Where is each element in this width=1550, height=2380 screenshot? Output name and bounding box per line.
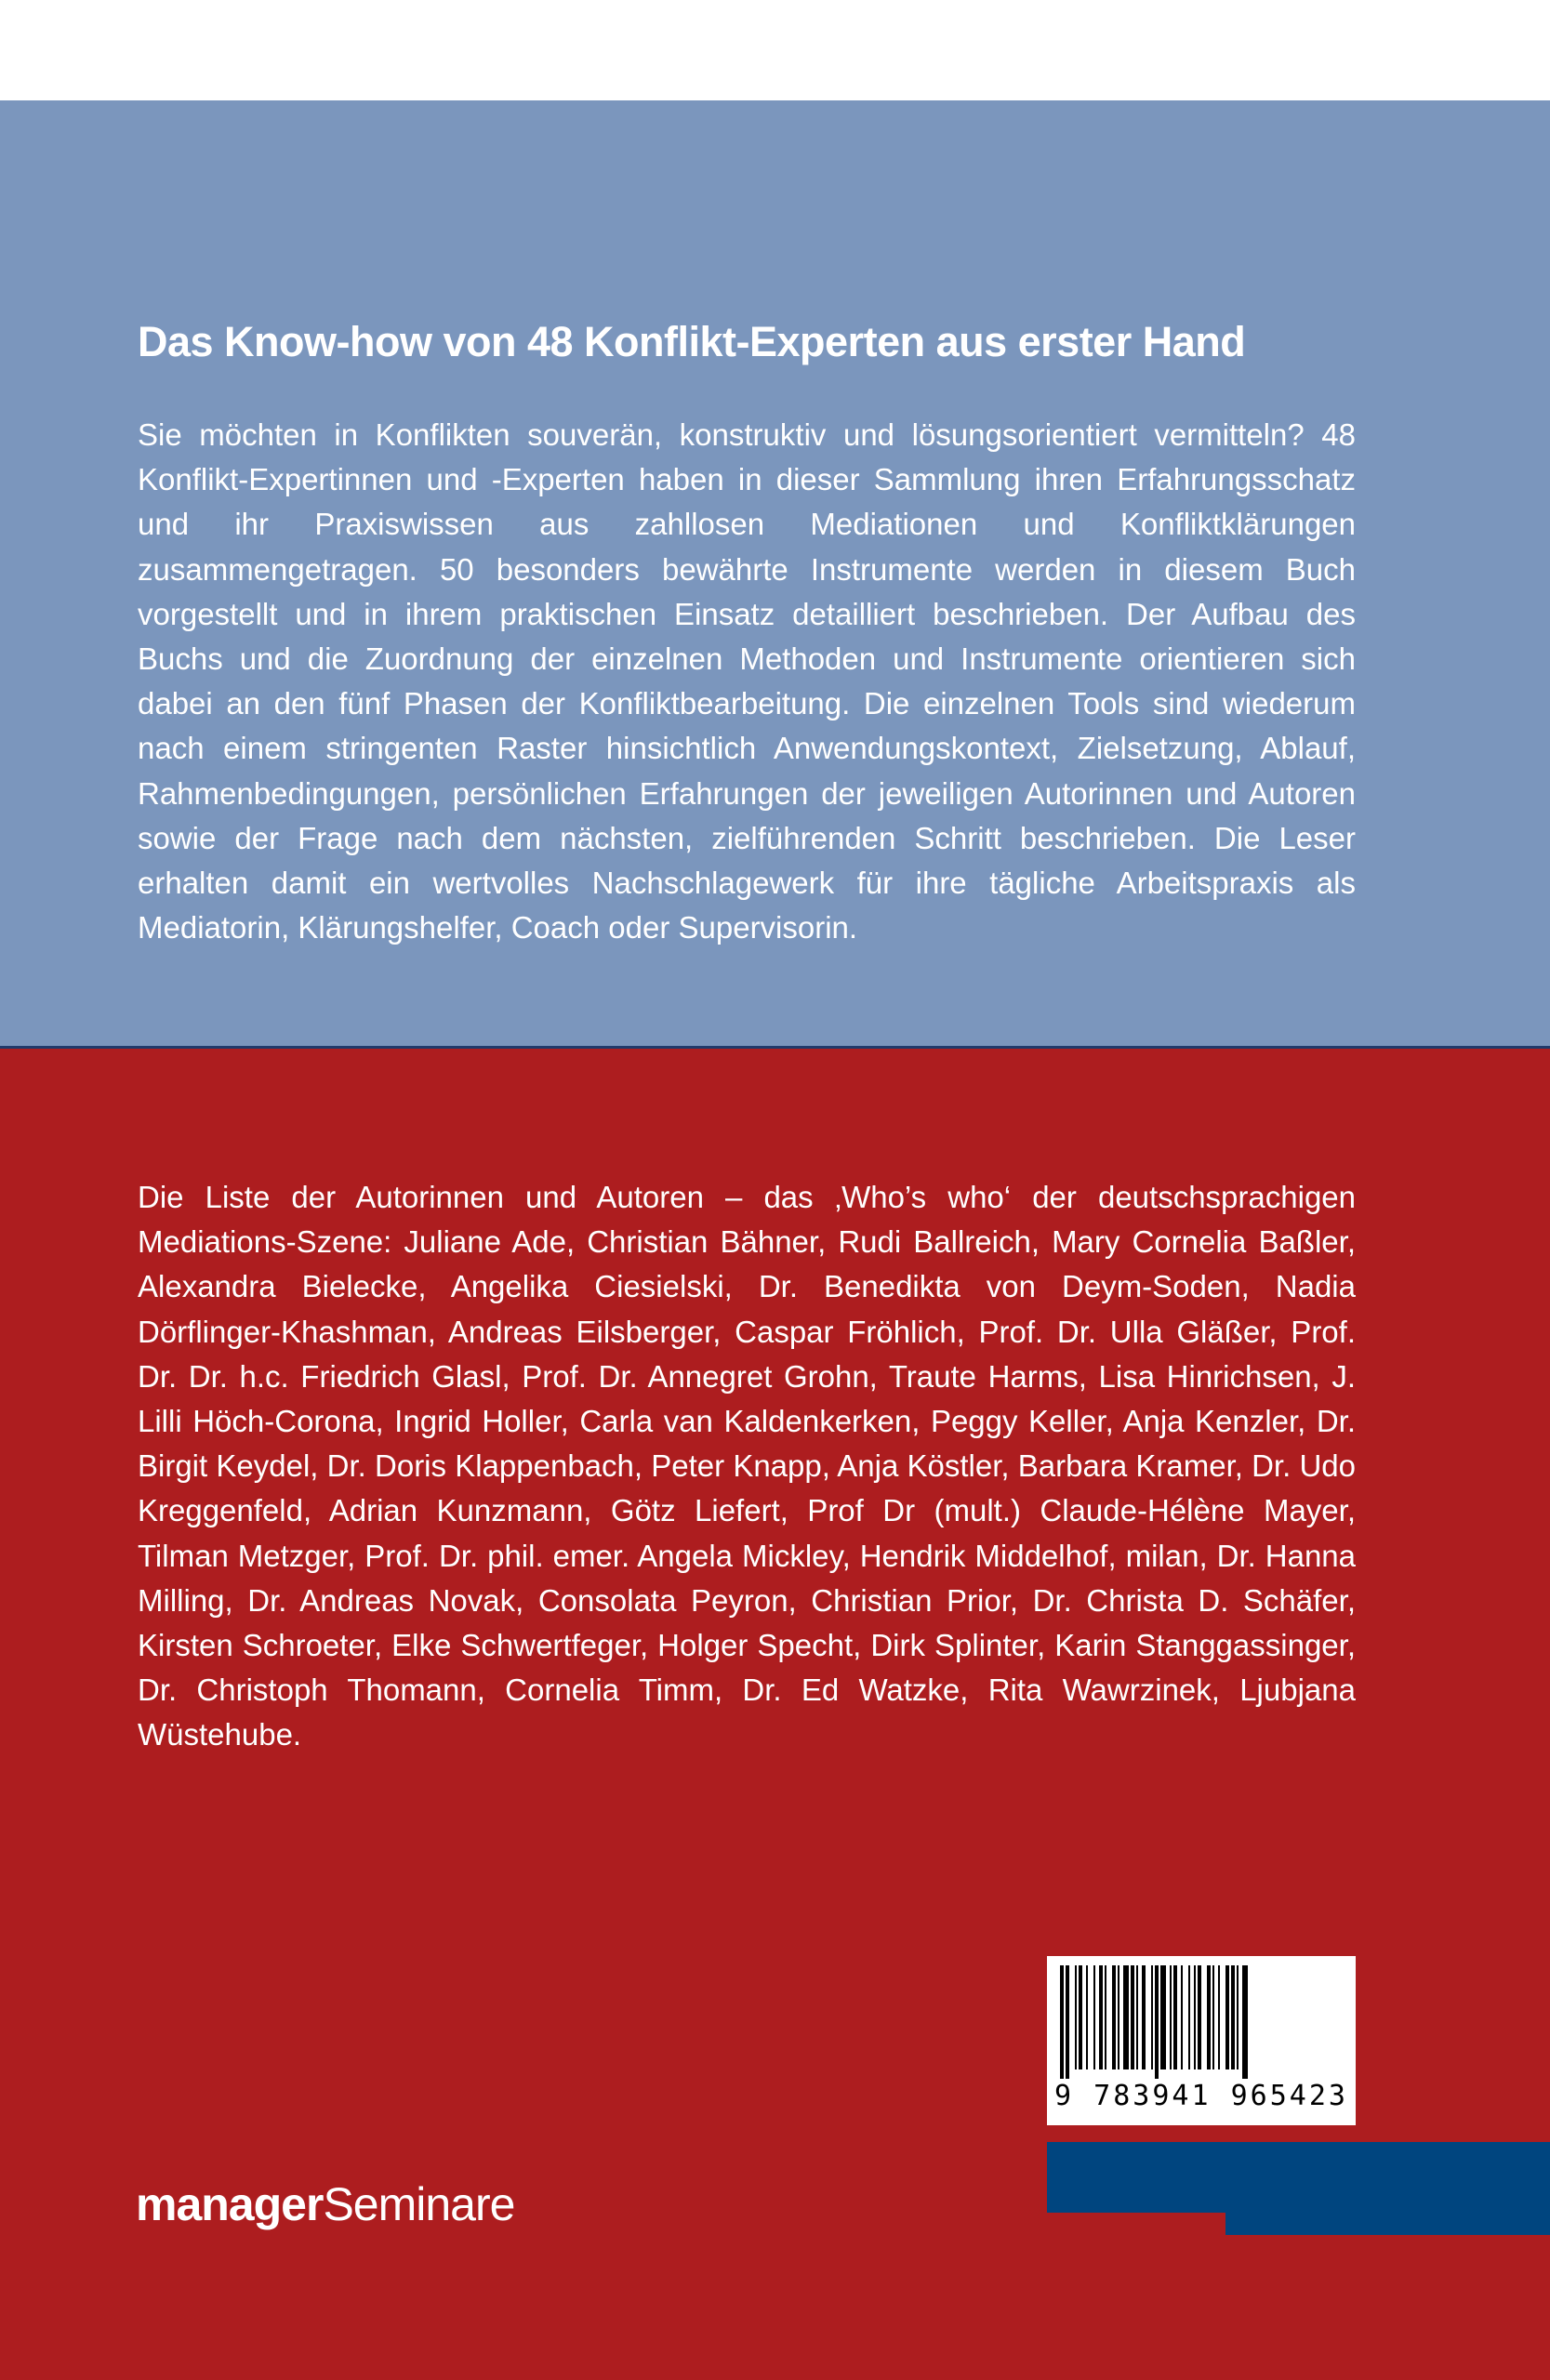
isbn-number: 9 783941 965423 <box>1054 2080 1348 2112</box>
barcode-icon <box>1056 1965 1346 2079</box>
logo-light-part: Seminare <box>323 2178 515 2230</box>
logo-bold-part: manager <box>136 2178 324 2230</box>
book-description: Sie möchten in Konflikten souverän, konstruktiv und lösungsorientiert vermitteln? 48 Konflikt-Expertinnen und -Experten haben in dieser Sammlung ihren Erfahrungsschatz und ihr Praxiswissen aus zahllosen Mediationen und Konfliktklärungen zusammengetragen. 50 besonders bewährte Instrumente werden in diesem Buch vorgestellt und in ihrem praktischen Einsatz detailliert beschrieben. Der Aufbau des Buchs und die Zuordnung der einzelnen Methoden und Instrumente orientieren sich dabei an den fünf Phasen der Konfliktbearbeitung. Die einzelnen Tools sind wiederum nach einem stringenten Raster hinsichtlich Anwendungskontext, Zielsetzung, Ablauf, Rahmenbedingungen, persönlichen Erfahrungen der jeweiligen Autorinnen und Autoren sowie der Frage nach dem nächsten, zielführenden Schritt beschrieben. Die Leser erhalten damit ein wertvolles Nachschlagewerk für ihre tägliche Arbeitspraxis als Mediatorin, Klärungshelfer, Coach oder Supervisorin. <box>138 417 1356 945</box>
isbn-barcode <box>1047 1956 1356 2125</box>
accent-strip-lower <box>1225 2213 1550 2235</box>
top-margin <box>0 0 1550 100</box>
headline: Das Know-how von 48 Konflikt-Experten aus erster Hand <box>138 318 1246 365</box>
accent-strip <box>1047 2142 1550 2213</box>
author-list: Die Liste der Autorinnen und Autoren – das ‚Who’s who‘ der deutschsprachigen Mediations-Szene: Juliane Ade, Christian Bähner, Rudi Ballreich, Mary Cornelia Baßler, Alexandra Bielecke, Angelika Ciesielski, Dr. Benedikta von Deym-Soden, Nadia Dörflinger-Khashman, Andreas Eilsberger, Caspar Fröhlich, Prof. Dr. Ulla Gläßer, Prof. Dr. Dr. h.c. Friedrich Glasl, Prof. Dr. Annegret Grohn, Traute Harms, Lisa Hinrichsen, J. Lilli Höch-Corona, Ingrid Holler, Carla van Kaldenkerken, Peggy Keller, Anja Kenzler, Dr. Birgit Keydel, Dr. Doris Klappenbach, Peter Knapp, Anja Köstler, Barbara Kramer, Dr. Udo Kreggenfeld, Adrian Kunzmann, Götz Liefert, Prof Dr (mult.) Claude-Hélène Mayer, Tilman Metzger, Prof. Dr. phil. emer. Angela Mickley, Hendrik Middelhof, milan, Dr. Hanna Milling, Dr. Andreas Novak, Consolata Peyron, Christian Prior, Dr. Christa D. Schäfer, Kirsten Schroeter, Elke Schwertfeger, Holger Specht, Dirk Splinter, Karin Stanggassinger, Dr. Christoph Thomann, Cornelia Timm, Dr. Ed Watzke, Rita Wawrzinek, Ljubjana Wüstehube. <box>138 1180 1356 1752</box>
publisher-logo <box>136 2175 514 2234</box>
